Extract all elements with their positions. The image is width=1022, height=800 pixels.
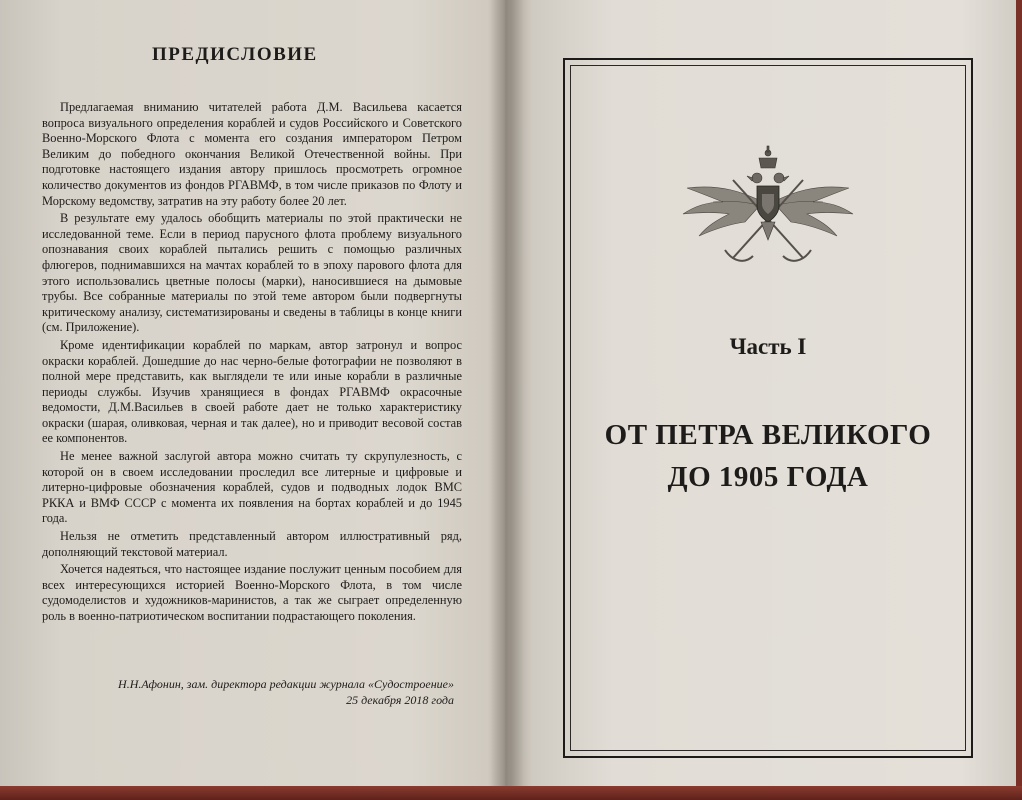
part-title: [565, 414, 971, 498]
preface-paragraph: Не менее важной заслугой автора можно считать ту скрупулезность, с которой он в своем исследовании проследил все литерные и цифровые и литерно-цифровые обозначения кораблей, судов и подводных лодок ВМС РККА и ВМФ СССР с момента их появления на бортах кораблей и до 1945 года.: [42, 449, 462, 526]
preface-body: [42, 100, 462, 627]
preface-title: ПРЕДИСЛОВИЕ: [152, 44, 318, 65]
signature-date: 25 декабря 2018 года: [346, 693, 454, 707]
book-gutter: [488, 0, 524, 800]
preface-paragraph: В результате ему удалось обобщить материалы по этой практически не исследованной теме. Если в период парусного флота проблему визуального опознавания своих кораблей пытались решить с помощью различных флюгеров, поднимавшихся на мачтах кораблей то в эпоху парового флота для этого использовались цветные полосы (марки), наносившиеся на дымовые трубы. Все собранные материалы по этой теме автором были подвергнуты критическому анализу, систематизированы и сведены в таблицы в конце книги (см. Приложение).: [42, 211, 462, 335]
book-cover-edge-bottom: [0, 786, 1022, 800]
preface-paragraph: Предлагаемая вниманию читателей работа Д.М. Васильева касается вопроса визуального определения кораблей и судов Российского и Советского Военно-Морского Флота с момента его создания императором Петром Великим до победного окончания Великой Отечественной войны. При подготовке настоящего издания автору пришлось просмотреть огромное количество документов из фондов РГАВМФ, в том числе приказов по Флоту и Морскому ведомству, затратив на эту работу более 20 лет.: [42, 100, 462, 208]
naval-eagle-emblem-icon: [673, 140, 863, 270]
preface-signature: [42, 676, 454, 708]
book-cover-edge: [1016, 0, 1022, 800]
signature-author: Н.Н.Афонин, зам. директора редакции журнала «Судостроение»: [118, 677, 454, 691]
title-page-frame: [563, 58, 973, 758]
preface-paragraph: Хочется надеяться, что настоящее издание послужит ценным пособием для всех интересующихся историей Военно-Морского Флота, в том числе судомоделистов и художников-маринистов, а так же сыграет определенную роль в военно-патриотическом воспитании подрастающего поколения.: [42, 562, 462, 623]
preface-paragraph: Нельзя не отметить представленный автором иллюстративный ряд, дополняющий текстовой материал.: [42, 529, 462, 559]
part-title-line: ДО 1905 ГОДА: [667, 461, 869, 493]
preface-paragraph: Кроме идентификации кораблей по маркам, автор затронул и вопрос окраски кораблей. Дошедшие до нас черно-белые фотографии не позволяют в полной мере представить, как выглядели те или иные корабли в различные периоды службы. Изучив хранящиеся в фондах РГАВМФ окрасочные ведомости, Д.М.Васильев в своей работе дает не только характеристику окраски (шарая, оливковая, черная и так далее), но и приводит весовой состав ее компонентов.: [42, 337, 462, 446]
part-label: Часть I: [729, 334, 807, 359]
left-page: [42, 36, 472, 736]
part-title-line: ОТ ПЕТРА ВЕЛИКОГО: [604, 419, 932, 451]
